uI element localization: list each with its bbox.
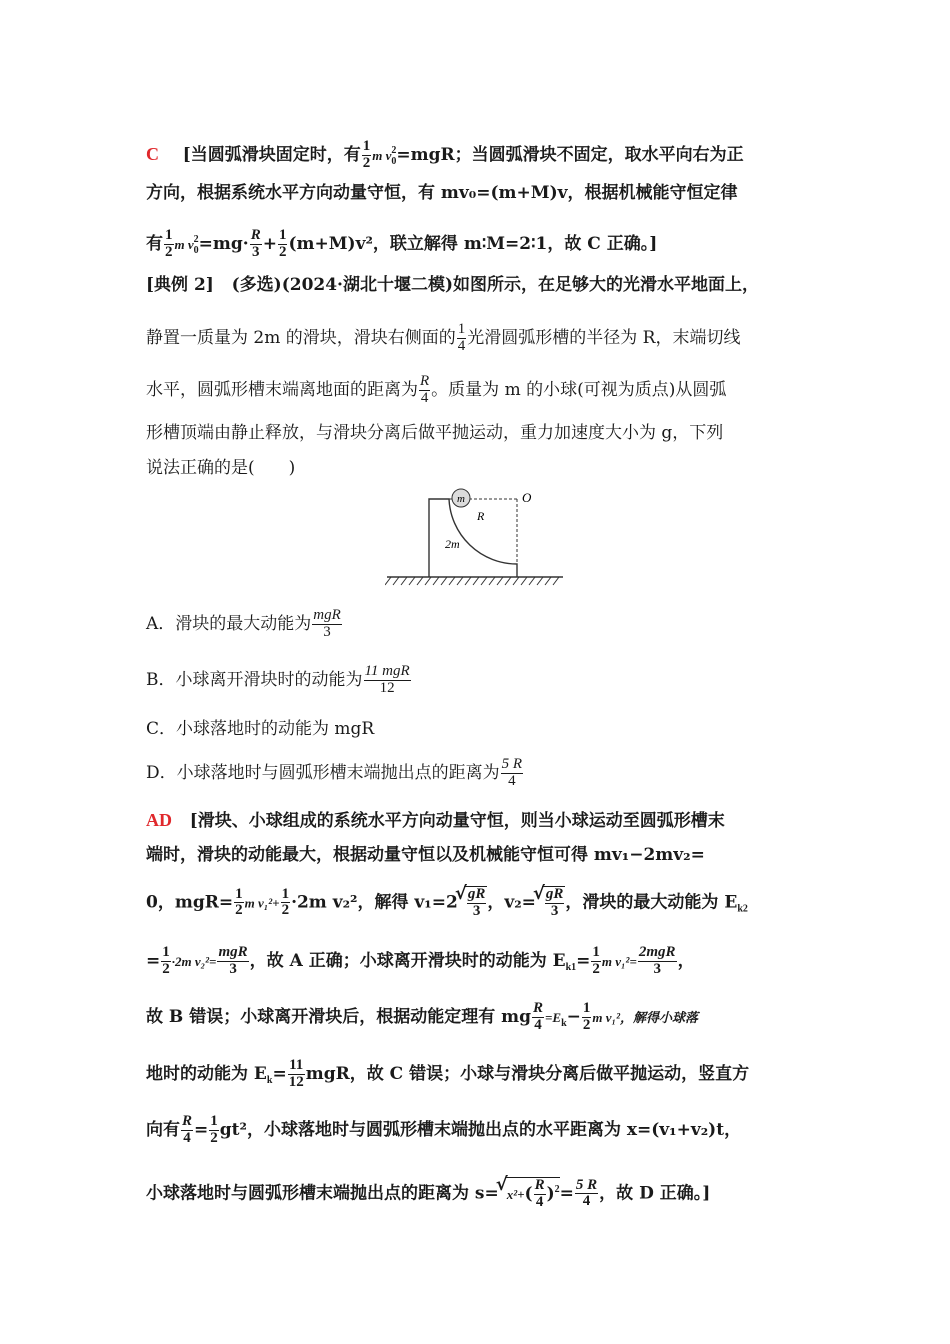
- fraction: $\frac{1}{2}$: [592, 944, 600, 977]
- text: [当圆弧滑块固定时，有: [182, 144, 361, 165]
- answer2-line7: 向有 $\frac{R}{4}$ = $\frac{1}{2}$ gt²，小球落地时与圆弧形槽末端抛出点的水平距离为 x=(v₁+v₂)t，: [146, 1113, 742, 1146]
- example-line2: 静置一质量为 2m 的滑块，滑块右侧面的 $\frac{1}{4}$ 光滑圆弧形槽的半径为 R，末端切线: [146, 321, 741, 354]
- fraction: $\frac{R}{4}$: [534, 1177, 545, 1210]
- fraction: $\frac{1}{2}$: [235, 885, 243, 919]
- answer2-line5: 故 B 错误；小球离开滑块后，根据动能定理有 mg $\frac{R}{4}$ $=E_k-$ $\frac{1}{2}$ m v₁²，解得小球落: [146, 1000, 698, 1033]
- answer2-line2: 端时，滑块的动能最大，根据动量守恒以及机械能守恒可得 mv₁−2mv₂=: [146, 845, 705, 865]
- example-line5: 说法正确的是( ): [146, 458, 296, 478]
- fraction: $\frac{5 R}{4}$: [575, 1176, 598, 1210]
- radius-label: R: [477, 509, 485, 523]
- fraction: $\frac{\text{mgR}}{3}$: [313, 607, 341, 640]
- option-b[interactable]: B．小球离开滑块时的动能为 $\frac{\text{11 mgR}}{12}$: [146, 663, 410, 696]
- fraction: $\frac{\text{2mgR}}{3}$: [638, 944, 676, 977]
- answer2-line6: 地时的动能为 $E_k=$ $\frac{11}{12}$ mgR，故 C 错误；小球与滑块分离后做平抛运动，竖直方: [146, 1057, 750, 1090]
- block-label: 2m: [445, 537, 460, 551]
- text: =mgR；当圆弧滑块不固定，取水平向右为正: [396, 144, 744, 165]
- example-tag: [典例 2]: [146, 275, 214, 295]
- fraction: √ $\frac{gR}{3}$: [545, 886, 564, 919]
- fraction: $\frac{R}{4}$: [533, 1000, 544, 1033]
- fraction: $\frac{\text{mgR}}{3}$: [218, 944, 248, 977]
- answer1-line3: 有 $\frac{1}{2}$ m $v^2_0=mg\cdot$ $\frac{R}{3}$ + $\frac{1}{2}$ (m+M)v²，联立解得 m∶M=2∶1，故 C 正确。]: [146, 227, 658, 260]
- fraction: $\frac{R}{4}$: [182, 1113, 193, 1146]
- fraction: $\frac{\text{11 mgR}}{12}$: [364, 663, 410, 696]
- fraction: $\frac{1}{2}$: [278, 227, 287, 260]
- answer2-line8: 小球落地时与圆弧形槽末端抛出点的距离为 s=√ x²+( $\frac{R}{4}$ )$^2$= $\frac{5 R}{4}$ ，故 D 正确。]: [146, 1177, 710, 1211]
- fraction: $\frac{1}{2}$: [210, 1113, 218, 1146]
- fraction: $\frac{11}{12}$: [288, 1057, 304, 1090]
- answer2-line3: 0，mgR= $\frac{1}{2}$ m v₁²+ $\frac{1}{2}$ ·2m v₂²，解得 v₁=2 √ $\frac{gR}{3}$ ，v₂= √ $\frac{gR}{3}$ ，滑块的最大动能为 $E_{k2}$: [146, 886, 748, 920]
- option-a[interactable]: A．滑块的最大动能为 $\frac{\text{mgR}}{3}$: [146, 607, 341, 640]
- answer2-letter: AD: [146, 810, 172, 830]
- fraction: $\frac{1}{2}$: [162, 944, 170, 977]
- answer2-line1: AD [滑块、小球组成的系统水平方向动量守恒，则当小球运动至圆弧形槽末: [146, 810, 725, 831]
- fraction: $\frac{1}{2}$: [281, 885, 290, 919]
- slider-diagram: [385, 484, 565, 590]
- slider-block: [429, 499, 517, 577]
- example-line3: 水平，圆弧形槽末端离地面的距离为 $\frac{R}{4}$ 。质量为 m 的小球(可视为质点)从圆弧: [146, 373, 727, 406]
- answer1-letter: C: [146, 143, 159, 164]
- center-label: O: [522, 490, 532, 505]
- fraction: $\frac{1}{4}$: [457, 321, 466, 354]
- fraction: $\frac{5 R}{4}$: [501, 756, 523, 789]
- option-d[interactable]: D．小球落地时与圆弧形槽末端抛出点的距离为 $\frac{5 R}{4}$: [146, 756, 523, 789]
- option-c[interactable]: C．小球落地时的动能为 mgR: [146, 719, 375, 739]
- answer1-line1: C [当圆弧滑块固定时，有 $\frac{1}{2}$ m $v^2_0=mgR$；当圆弧滑块不固定，取水平向右为正: [146, 138, 744, 171]
- ground-hatch: [385, 577, 559, 585]
- fraction: √ $\frac{gR}{3}$: [467, 886, 486, 919]
- answer1-line2: 方向，根据系统水平方向动量守恒，有 mv₀=(m+M)v，根据机械能守恒定律: [146, 183, 738, 203]
- example-line1: [典例 2] (多选)(2024·湖北十堰二模)如图所示，在足够大的光滑水平地面上，: [146, 275, 760, 295]
- answer2-line4: = $\frac{1}{2}$ ·2m v₂²= $\frac{\text{mgR}}{3}$ ，故 A 正确；小球离开滑块时的动能为 $E_{k1}=$ $\frac{1}{2}$ m v₁²= $\frac{\text{2mgR}}{3}$ ，: [146, 944, 695, 977]
- ball-label: m: [457, 493, 465, 505]
- fraction: $\frac{R}{4}$: [420, 373, 430, 406]
- fraction: $\frac{1}{2}$: [362, 138, 371, 171]
- fraction: $\frac{R}{3}$: [250, 227, 261, 260]
- example-line4: 形槽顶端由静止释放，与滑块分离后做平抛运动，重力加速度大小为 g，下列: [146, 423, 724, 443]
- fraction: $\frac{1}{2}$: [582, 1000, 591, 1033]
- fraction: $\frac{1}{2}$: [165, 227, 173, 260]
